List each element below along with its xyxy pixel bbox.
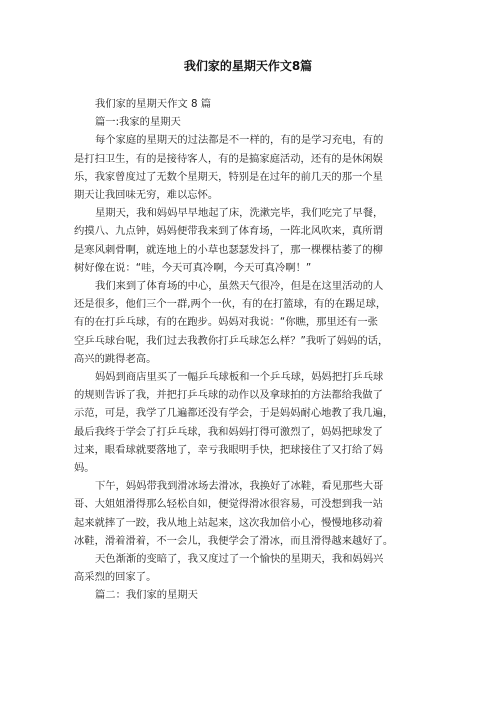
text-line: 下午，妈妈带我到滑冰场去滑冰，我换好了冰鞋，看见那些大哥 xyxy=(95,480,384,493)
text-line: 树好像在说：“哇，今天可真冷啊，今天可真冷啊！” xyxy=(74,261,312,274)
text-line: 妈妈到商店里买了一幅乒乓球板和一个乒乓球，妈妈把打乒乓球 xyxy=(95,371,384,383)
text-line: 高兴的跳得老高。 xyxy=(74,352,157,365)
text-line: 期天让我回味无穷，难以忘怀。 xyxy=(74,189,219,201)
text-line: 篇一:我家的星期天 xyxy=(95,116,181,129)
text-line: 是寒风刺骨啊，就连地上的小草也瑟瑟发抖了，那一棵棵枯萎了的柳 xyxy=(74,243,383,256)
text-line: 我们来到了体育场的中心，虽然天气很冷，但是在这里活动的人 xyxy=(95,280,384,292)
text-line: 篇二：我们家的星期天 xyxy=(95,589,198,602)
text-line: 哥、大姐姐滑得那么轻松自如，便觉得滑冰很容易，可没想到我一站 xyxy=(74,498,383,511)
text-line: 空乒乓球台呢，我们过去我教你打乒乓球怎么样？”我听了妈妈的话， xyxy=(74,334,389,347)
text-line: 冰鞋，滑着滑着，不一会儿，我便学会了滑冰，而且滑得越来越好了。 xyxy=(74,534,394,547)
text-line: 过来，眼看球就要落地了，幸亏我眼明手快，把球接住了又打给了妈 xyxy=(74,443,383,456)
text-line: 高采烈的回家了。 xyxy=(74,571,157,584)
text-line: 有的在打乒乓球，有的在跑步。妈妈对我说：“你瞧，那里还有一张 xyxy=(74,316,378,329)
text-line: 示范，可是，我学了几遍都还没有学会，于是妈妈耐心地教了我几遍， xyxy=(74,407,394,420)
text-line: 每个家庭的星期天的过法都是不一样的，有的是学习充电，有的 xyxy=(95,134,384,147)
text-line: 的规则告诉了我，并把打乒乓球的动作以及拿球拍的方法都给我做了 xyxy=(74,389,383,402)
text-line: 天色渐渐的变暗了，我又度过了一个愉快的星期天，我和妈妈兴 xyxy=(95,553,384,565)
text-line: 最后我终于学会了打乒乓球，我和妈妈打得可激烈了，妈妈把球发了 xyxy=(74,425,383,438)
text-line: 妈。 xyxy=(74,462,95,474)
text-line: 乐，我家曾度过了无数个星期天，特别是在过年的前几天的那一个星 xyxy=(74,170,383,183)
text-line: 星期天，我和妈妈早早地起了床，洗漱完毕，我们吃完了早餐， xyxy=(95,207,384,220)
page-title: 我们家的星期天作文8篇 xyxy=(183,59,313,73)
text-line: 起来就摔了一跤，我从地上站起来，这次我加倍小心，慢慢地移动着 xyxy=(74,516,383,529)
text-line: 我们家的星期天作文 8 篇 xyxy=(95,98,212,110)
text-line: 是打扫卫生，有的是接待客人，有的是搞家庭活动，还有的是休闲娱 xyxy=(74,152,383,165)
text-line: 还是很多，他们三个一群,两个一伙，有的在打篮球，有的在踢足球， xyxy=(74,298,387,311)
text-line: 约摸八、九点钟，妈妈便带我来到了体育场，一阵北风吹来，真所谓 xyxy=(74,225,383,238)
